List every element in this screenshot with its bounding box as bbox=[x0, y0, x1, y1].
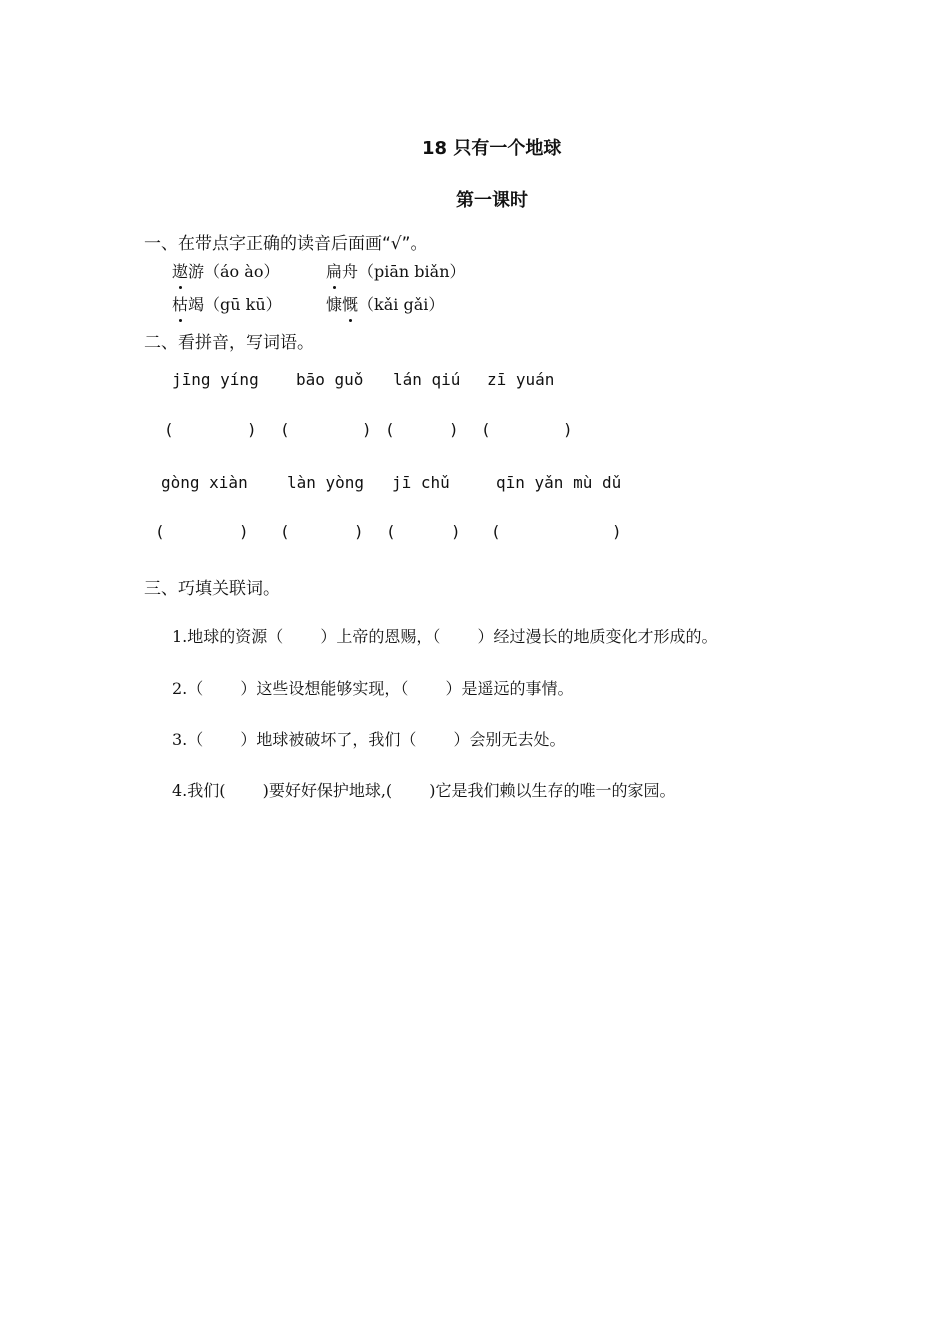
paren-open: ( bbox=[155, 522, 165, 541]
pinyin-word: bāo guǒ bbox=[296, 370, 364, 389]
pronunciation-options: 舟（piān biǎn） bbox=[342, 262, 466, 281]
pinyin-word: làn yòng bbox=[287, 473, 365, 492]
fill-in-item[interactable]: 1.地球的资源（ ）上帝的恩赐，（ ）经过漫长的地质变化才形成的。 bbox=[172, 627, 718, 646]
paren-close: ) bbox=[239, 522, 249, 541]
pronunciation-item bbox=[172, 259, 279, 282]
section1-heading: 一、在带点字正确的读音后面画“√”。 bbox=[144, 234, 428, 254]
paren-close: ) bbox=[612, 522, 622, 541]
pronunciation-options: （kǎi gǎi） bbox=[358, 295, 445, 314]
pinyin-word: zī yuán bbox=[487, 370, 555, 389]
dotted-char: 枯 bbox=[172, 292, 188, 315]
paren-open: ( bbox=[481, 420, 491, 439]
fill-in-item[interactable]: 2.（ ）这些设想能够实现，（ ）是遥远的事情。 bbox=[172, 679, 574, 698]
page-title: 18 只有一个地球 bbox=[422, 138, 562, 159]
paren-open: ( bbox=[280, 420, 290, 439]
paren-close: ) bbox=[247, 420, 257, 439]
pronunciation-item bbox=[172, 292, 282, 315]
paren-open: ( bbox=[164, 420, 174, 439]
dotted-char: 扁 bbox=[326, 259, 342, 282]
paren-close: ) bbox=[362, 420, 372, 439]
dotted-char: 慨 bbox=[342, 292, 358, 315]
pronunciation-options: 竭（gū kū） bbox=[188, 295, 282, 314]
paren-open: ( bbox=[385, 420, 395, 439]
pinyin-word: gòng xiàn bbox=[161, 473, 248, 492]
paren-open: ( bbox=[280, 522, 290, 541]
pronunciation-item bbox=[326, 259, 466, 282]
section3-heading: 三、巧填关联词。 bbox=[144, 579, 280, 599]
paren-open: ( bbox=[491, 522, 501, 541]
lesson-subtitle: 第一课时 bbox=[456, 190, 528, 211]
paren-close: ) bbox=[354, 522, 364, 541]
fill-in-item[interactable]: 3.（ ）地球被破坏了，我们（ ）会别无去处。 bbox=[172, 730, 566, 749]
pronunciation-item bbox=[326, 292, 444, 315]
pinyin-word: jī chǔ bbox=[392, 473, 450, 492]
paren-close: ) bbox=[449, 420, 459, 439]
paren-close: ) bbox=[563, 420, 573, 439]
pinyin-word: qīn yǎn mù dǔ bbox=[496, 473, 622, 492]
pronunciation-options: 游（áo ào） bbox=[188, 262, 280, 281]
dotted-char: 遨 bbox=[172, 259, 188, 282]
pinyin-word: lán qiú bbox=[393, 370, 461, 389]
pinyin-word: jīng yíng bbox=[172, 370, 259, 389]
section2-heading: 二、看拼音，写词语。 bbox=[144, 333, 314, 353]
paren-open: ( bbox=[386, 522, 396, 541]
plain-char: 慷 bbox=[326, 295, 343, 314]
paren-close: ) bbox=[451, 522, 461, 541]
fill-in-item[interactable]: 4.我们( )要好好保护地球,( )它是我们赖以生存的唯一的家园。 bbox=[172, 781, 676, 800]
